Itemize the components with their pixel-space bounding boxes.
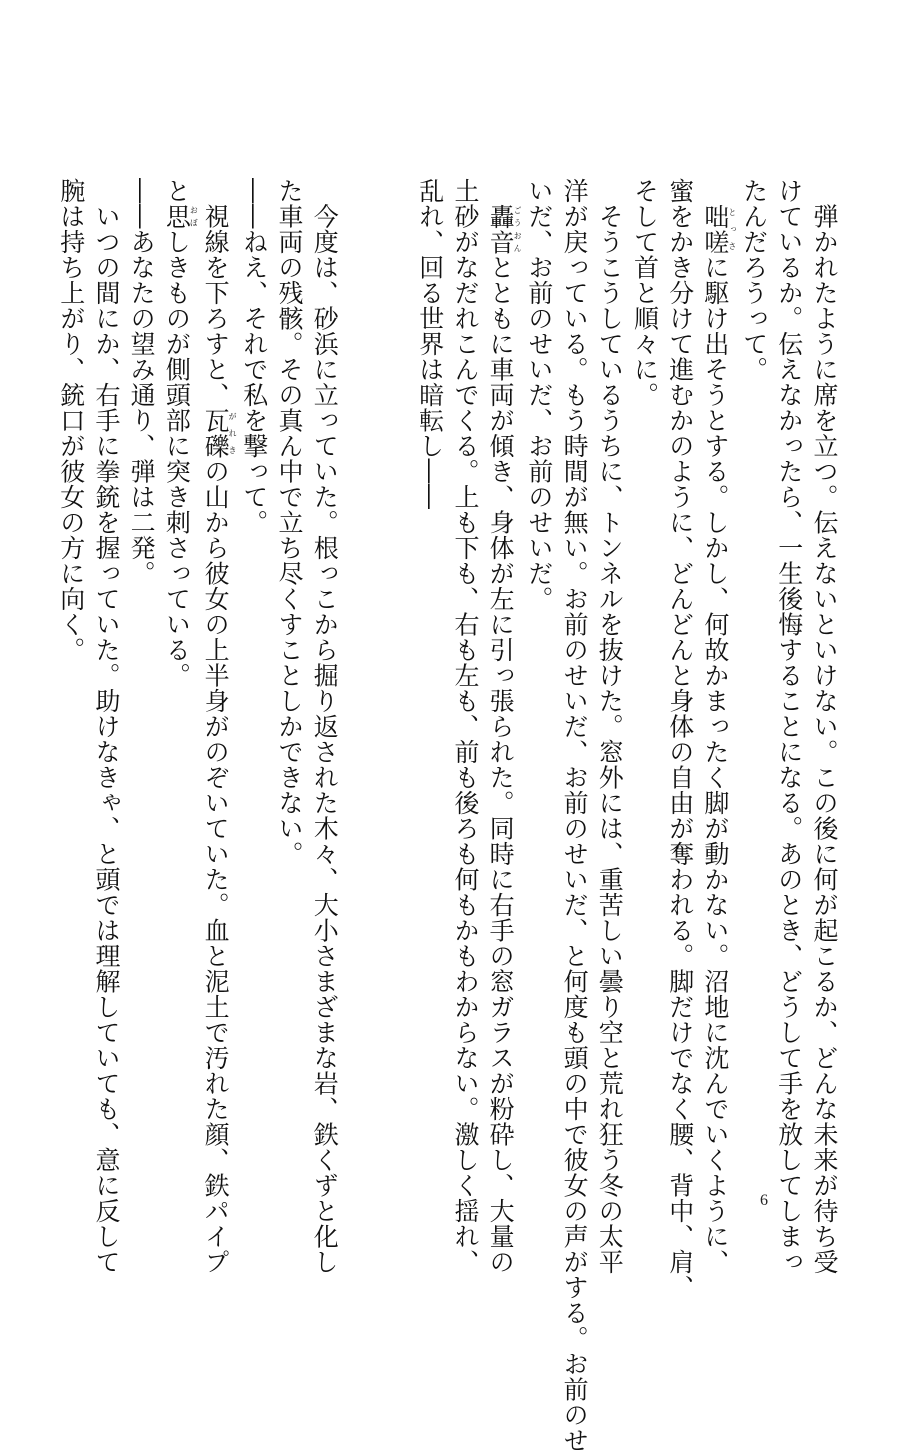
text-line: た車両の残骸。その真ん中で立ち尽くすことしかできない。 (274, 178, 304, 867)
text-line: 腕は持ち上がり、銃口が彼女の方に向く。 (56, 178, 86, 663)
text-segment: の山から彼女の上半身がのぞいていた。血と泥土で汚れた顔、鉄パイプ (201, 458, 231, 1275)
text-line: いつの間にか、右手に拳銃を握っていた。助けなきゃ、と頭では理解していても、意に反して (91, 178, 121, 1275)
ruby-word (700, 203, 737, 255)
ruby-base: 思 (162, 203, 192, 229)
text-line: 乱れ、回る世界は暗転し―― (415, 178, 445, 510)
text-line: そうこうしているうちに、トンネルを抜けた。窓外には、重苦しい曇り空と荒れ狂う冬の太平 (595, 178, 625, 1275)
text-line: ――あなたの望み通り、弾は二発。 (127, 178, 157, 586)
ruby-reading: とっさ (727, 203, 737, 255)
text-segment: と (162, 178, 192, 204)
text-line: 土砂がなだれこんでくる。上も下も、右も左も、前も後ろも何もかもわからない。激しく揺れ、 (450, 178, 480, 1275)
text-line (159, 178, 198, 1178)
ruby-reading: がれき (228, 407, 238, 459)
ruby-reading: おぼ (189, 203, 199, 229)
text-line: たんだろうって。 (739, 178, 769, 382)
ruby-base: 轟音 (486, 203, 516, 255)
text-line: 蜜をかき分けて進むかのように、どんどんと身体の自由が奪われる。脚だけでなく腰、背中、肩、 (665, 178, 695, 1300)
blank-line (377, 178, 412, 179)
text-segment: とともに車両が傾き、身体が左に引っ張られた。同時に右手の窓ガラスが粉砕し、大量の (486, 254, 516, 1275)
text-segment: に駆け出そうとする。しかし、何故かまったく脚が動かない。沼地に沈んでいくように、 (700, 254, 730, 1275)
ruby-word (162, 203, 199, 230)
text-line: ――ねえ、それで私を撃って。 (239, 178, 269, 535)
ruby-word (486, 203, 523, 255)
text-line: 洋が戻っている。もう時間が無い。お前のせいだ、お前のせいだ、と何度も頭の中で彼女の声がする。お前のせ (560, 178, 590, 1453)
ruby-word (201, 407, 238, 459)
text-segment (486, 178, 515, 204)
vertical-text-body (54, 178, 842, 1453)
text-segment (701, 178, 730, 204)
text-line: いだ、お前のせいだ、お前のせいだ。 (524, 178, 554, 612)
text-line (698, 178, 737, 1275)
text-line: そして首と順々に。 (630, 178, 660, 408)
text-segment: しきものが側頭部に突き刺さっている。 (162, 229, 192, 688)
text-line: けているか。伝えなかったら、一生後悔することになる。あのとき、どうして手を放してしまっ (774, 178, 804, 1275)
text-line: 弾かれたように席を立つ。伝えないといけない。この後に何が起こるか、どんな未来が待ち受 (810, 178, 839, 1275)
page-number: 6 (760, 1192, 768, 1209)
text-line (483, 178, 523, 1275)
text-segment: 視線を下ろすと、 (201, 178, 231, 408)
blank-line (342, 178, 377, 179)
ruby-base: 咄嗟 (700, 203, 730, 255)
ruby-reading: ごうおん (513, 203, 523, 255)
text-line: 今度は、砂浜に立っていた。根っこから掘り返された木々、大小さまざまな岩、鉄くずと化し (310, 178, 340, 1275)
ruby-base: 瓦礫 (201, 407, 231, 459)
text-line (198, 178, 238, 1275)
